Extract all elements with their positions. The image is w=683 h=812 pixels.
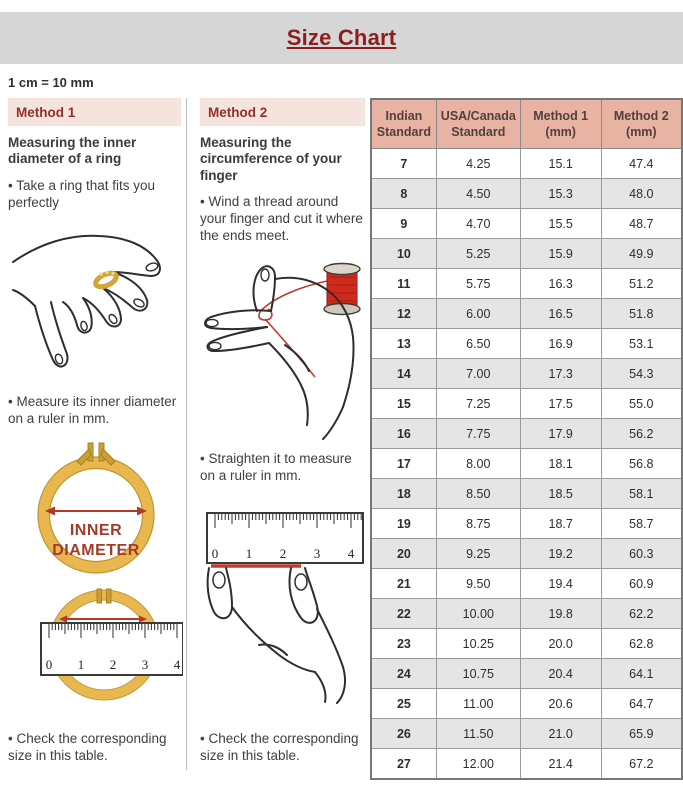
table-row — [371, 239, 682, 269]
svg-text:2: 2 — [109, 657, 116, 673]
table-cell: 56.2 — [601, 419, 682, 449]
table-row — [371, 149, 682, 179]
method-2-header: Method 2 — [200, 98, 365, 126]
table-cell: 17.9 — [520, 419, 601, 449]
table-cell: 9.25 — [436, 539, 520, 569]
table-cell: 18.7 — [520, 509, 601, 539]
size-table-body — [371, 149, 682, 780]
table-row — [371, 359, 682, 389]
table-cell: 15.9 — [520, 239, 601, 269]
svg-text:1: 1 — [77, 657, 84, 673]
table-cell: 14 — [371, 359, 436, 389]
table-cell: 15.1 — [520, 149, 601, 179]
table-cell: 49.9 — [601, 239, 682, 269]
instruction-step: • Take a ring that fits you perfectly — [8, 177, 156, 210]
table-row — [371, 269, 682, 299]
table-row — [371, 749, 682, 780]
table-row — [371, 719, 682, 749]
table-cell: 58.1 — [601, 479, 682, 509]
table-cell: 19.4 — [520, 569, 601, 599]
table-cell: 19.8 — [520, 599, 601, 629]
size-chart-page — [0, 12, 683, 812]
table-cell: 62.8 — [601, 629, 682, 659]
table-cell: 58.7 — [601, 509, 682, 539]
table-cell: 19.2 — [520, 539, 601, 569]
table-header-row — [371, 99, 682, 149]
page-title: Size Chart — [286, 25, 397, 50]
inner-diameter-label-line1: INNER — [69, 522, 122, 540]
table-cell: 8 — [371, 179, 436, 209]
table-cell: 8.75 — [436, 509, 520, 539]
table-cell: 21.0 — [520, 719, 601, 749]
table-cell: 7 — [371, 149, 436, 179]
table-cell: 6.00 — [436, 299, 520, 329]
table-cell: 10.25 — [436, 629, 520, 659]
table-cell: 15.3 — [520, 179, 601, 209]
table-cell: 20.6 — [520, 689, 601, 719]
table-cell: 8.50 — [436, 479, 520, 509]
column-header-method-2-mm: Method 2 (mm) — [601, 99, 682, 149]
table-cell: 65.9 — [601, 719, 682, 749]
content-columns — [0, 98, 683, 780]
table-row — [371, 179, 682, 209]
table-cell: 60.9 — [601, 569, 682, 599]
inner-diameter-label-line2: DIAMETER — [51, 542, 140, 560]
table-cell: 7.25 — [436, 389, 520, 419]
table-cell: 25 — [371, 689, 436, 719]
method-1-section — [0, 98, 183, 780]
table-row — [371, 689, 682, 719]
table-cell: 6.50 — [436, 329, 520, 359]
table-row — [371, 659, 682, 689]
table-cell: 64.7 — [601, 689, 682, 719]
table-cell: 21 — [371, 569, 436, 599]
table-cell: 53.1 — [601, 329, 682, 359]
table-cell: 8.00 — [436, 449, 520, 479]
column-header-indian-standard: Indian Standard — [371, 99, 436, 149]
instruction-step: • Wind a thread around your finger and cut it where the ends meet. — [200, 194, 363, 244]
svg-text:3: 3 — [141, 657, 148, 673]
table-cell: 12 — [371, 299, 436, 329]
table-cell: 16.5 — [520, 299, 601, 329]
table-cell: 9 — [371, 209, 436, 239]
table-cell: 47.4 — [601, 149, 682, 179]
hand-with-thread-and-spool-illustration — [201, 249, 367, 441]
table-cell: 19 — [371, 509, 436, 539]
svg-text:0: 0 — [45, 657, 52, 673]
table-cell: 4.25 — [436, 149, 520, 179]
method-1-header: Method 1 — [8, 98, 181, 126]
method-2-section — [189, 98, 367, 780]
svg-text:4: 4 — [347, 545, 354, 561]
svg-text:4: 4 — [173, 657, 180, 673]
method-1-subtitle: Measuring the inner diameter of a ring — [8, 135, 137, 167]
table-cell: 13 — [371, 329, 436, 359]
instruction-step: • Straighten it to measure on a ruler in mm. — [200, 451, 352, 483]
column-header-method-1-mm: Method 1 (mm) — [520, 99, 601, 149]
table-cell: 54.3 — [601, 359, 682, 389]
table-cell: 60.3 — [601, 539, 682, 569]
title-bar — [0, 12, 683, 64]
table-row — [371, 329, 682, 359]
table-row — [371, 629, 682, 659]
table-cell: 20.0 — [520, 629, 601, 659]
table-cell: 10.00 — [436, 599, 520, 629]
table-cell: 27 — [371, 749, 436, 780]
thread-on-ruler-with-fingers-illustration — [201, 489, 367, 717]
column-header-usa-canada-standard: USA/Canada Standard — [436, 99, 520, 149]
table-cell: 21.4 — [520, 749, 601, 780]
table-cell: 62.2 — [601, 599, 682, 629]
table-cell: 20.4 — [520, 659, 601, 689]
table-cell: 11 — [371, 269, 436, 299]
ring-inner-diameter-illustration — [11, 431, 181, 581]
table-cell: 7.00 — [436, 359, 520, 389]
table-cell: 10.75 — [436, 659, 520, 689]
table-cell: 64.1 — [601, 659, 682, 689]
table-row — [371, 209, 682, 239]
table-row — [371, 299, 682, 329]
table-cell: 16.3 — [520, 269, 601, 299]
table-cell: 56.8 — [601, 449, 682, 479]
gold-ring-on-finger — [93, 270, 118, 289]
diameter-arrow — [45, 507, 147, 516]
size-table-wrap — [370, 98, 683, 780]
table-cell: 51.2 — [601, 269, 682, 299]
unit-note: 1 cm = 10 mm — [8, 75, 94, 90]
table-cell: 16 — [371, 419, 436, 449]
table-cell: 48.7 — [601, 209, 682, 239]
table-cell: 48.0 — [601, 179, 682, 209]
table-row — [371, 509, 682, 539]
table-row — [371, 389, 682, 419]
table-row — [371, 449, 682, 479]
table-cell: 7.75 — [436, 419, 520, 449]
red-thread — [258, 281, 326, 377]
table-cell: 17.5 — [520, 389, 601, 419]
svg-text:0: 0 — [211, 545, 218, 561]
svg-text:2: 2 — [279, 545, 286, 561]
diameter-arrow — [59, 616, 147, 623]
instruction-step: • Check the corresponding size in this table. — [8, 731, 167, 764]
table-cell: 15 — [371, 389, 436, 419]
table-cell: 17 — [371, 449, 436, 479]
table-cell: 18.1 — [520, 449, 601, 479]
table-cell: 4.70 — [436, 209, 520, 239]
table-cell: 18 — [371, 479, 436, 509]
hand-with-ring-illustration — [11, 216, 181, 384]
table-cell: 51.8 — [601, 299, 682, 329]
table-cell: 4.50 — [436, 179, 520, 209]
table-cell: 11.50 — [436, 719, 520, 749]
table-row — [371, 599, 682, 629]
table-cell: 12.00 — [436, 749, 520, 780]
table-cell: 15.5 — [520, 209, 601, 239]
table-row — [371, 419, 682, 449]
table-cell: 16.9 — [520, 329, 601, 359]
table-cell: 5.75 — [436, 269, 520, 299]
table-cell: 23 — [371, 629, 436, 659]
ring-on-ruler-illustration — [9, 585, 183, 713]
instruction-step: • Check the corresponding size in this table. — [200, 730, 359, 763]
table-cell: 5.25 — [436, 239, 520, 269]
table-cell: 10 — [371, 239, 436, 269]
table-cell: 24 — [371, 659, 436, 689]
table-cell: 67.2 — [601, 749, 682, 780]
svg-text:1: 1 — [245, 545, 252, 561]
table-cell: 26 — [371, 719, 436, 749]
instruction-step: • Measure its inner diameter on a ruler in mm. — [8, 393, 177, 426]
size-table — [370, 98, 683, 780]
table-cell: 20 — [371, 539, 436, 569]
table-row — [371, 539, 682, 569]
table-cell: 9.50 — [436, 569, 520, 599]
table-cell: 17.3 — [520, 359, 601, 389]
svg-text:3: 3 — [313, 545, 320, 561]
table-row — [371, 569, 682, 599]
method-2-subtitle: Measuring the circumference of your finger — [200, 135, 342, 183]
table-cell: 11.00 — [436, 689, 520, 719]
table-row — [371, 479, 682, 509]
column-divider — [186, 98, 187, 770]
table-cell: 18.5 — [520, 479, 601, 509]
table-cell: 22 — [371, 599, 436, 629]
table-cell: 55.0 — [601, 389, 682, 419]
